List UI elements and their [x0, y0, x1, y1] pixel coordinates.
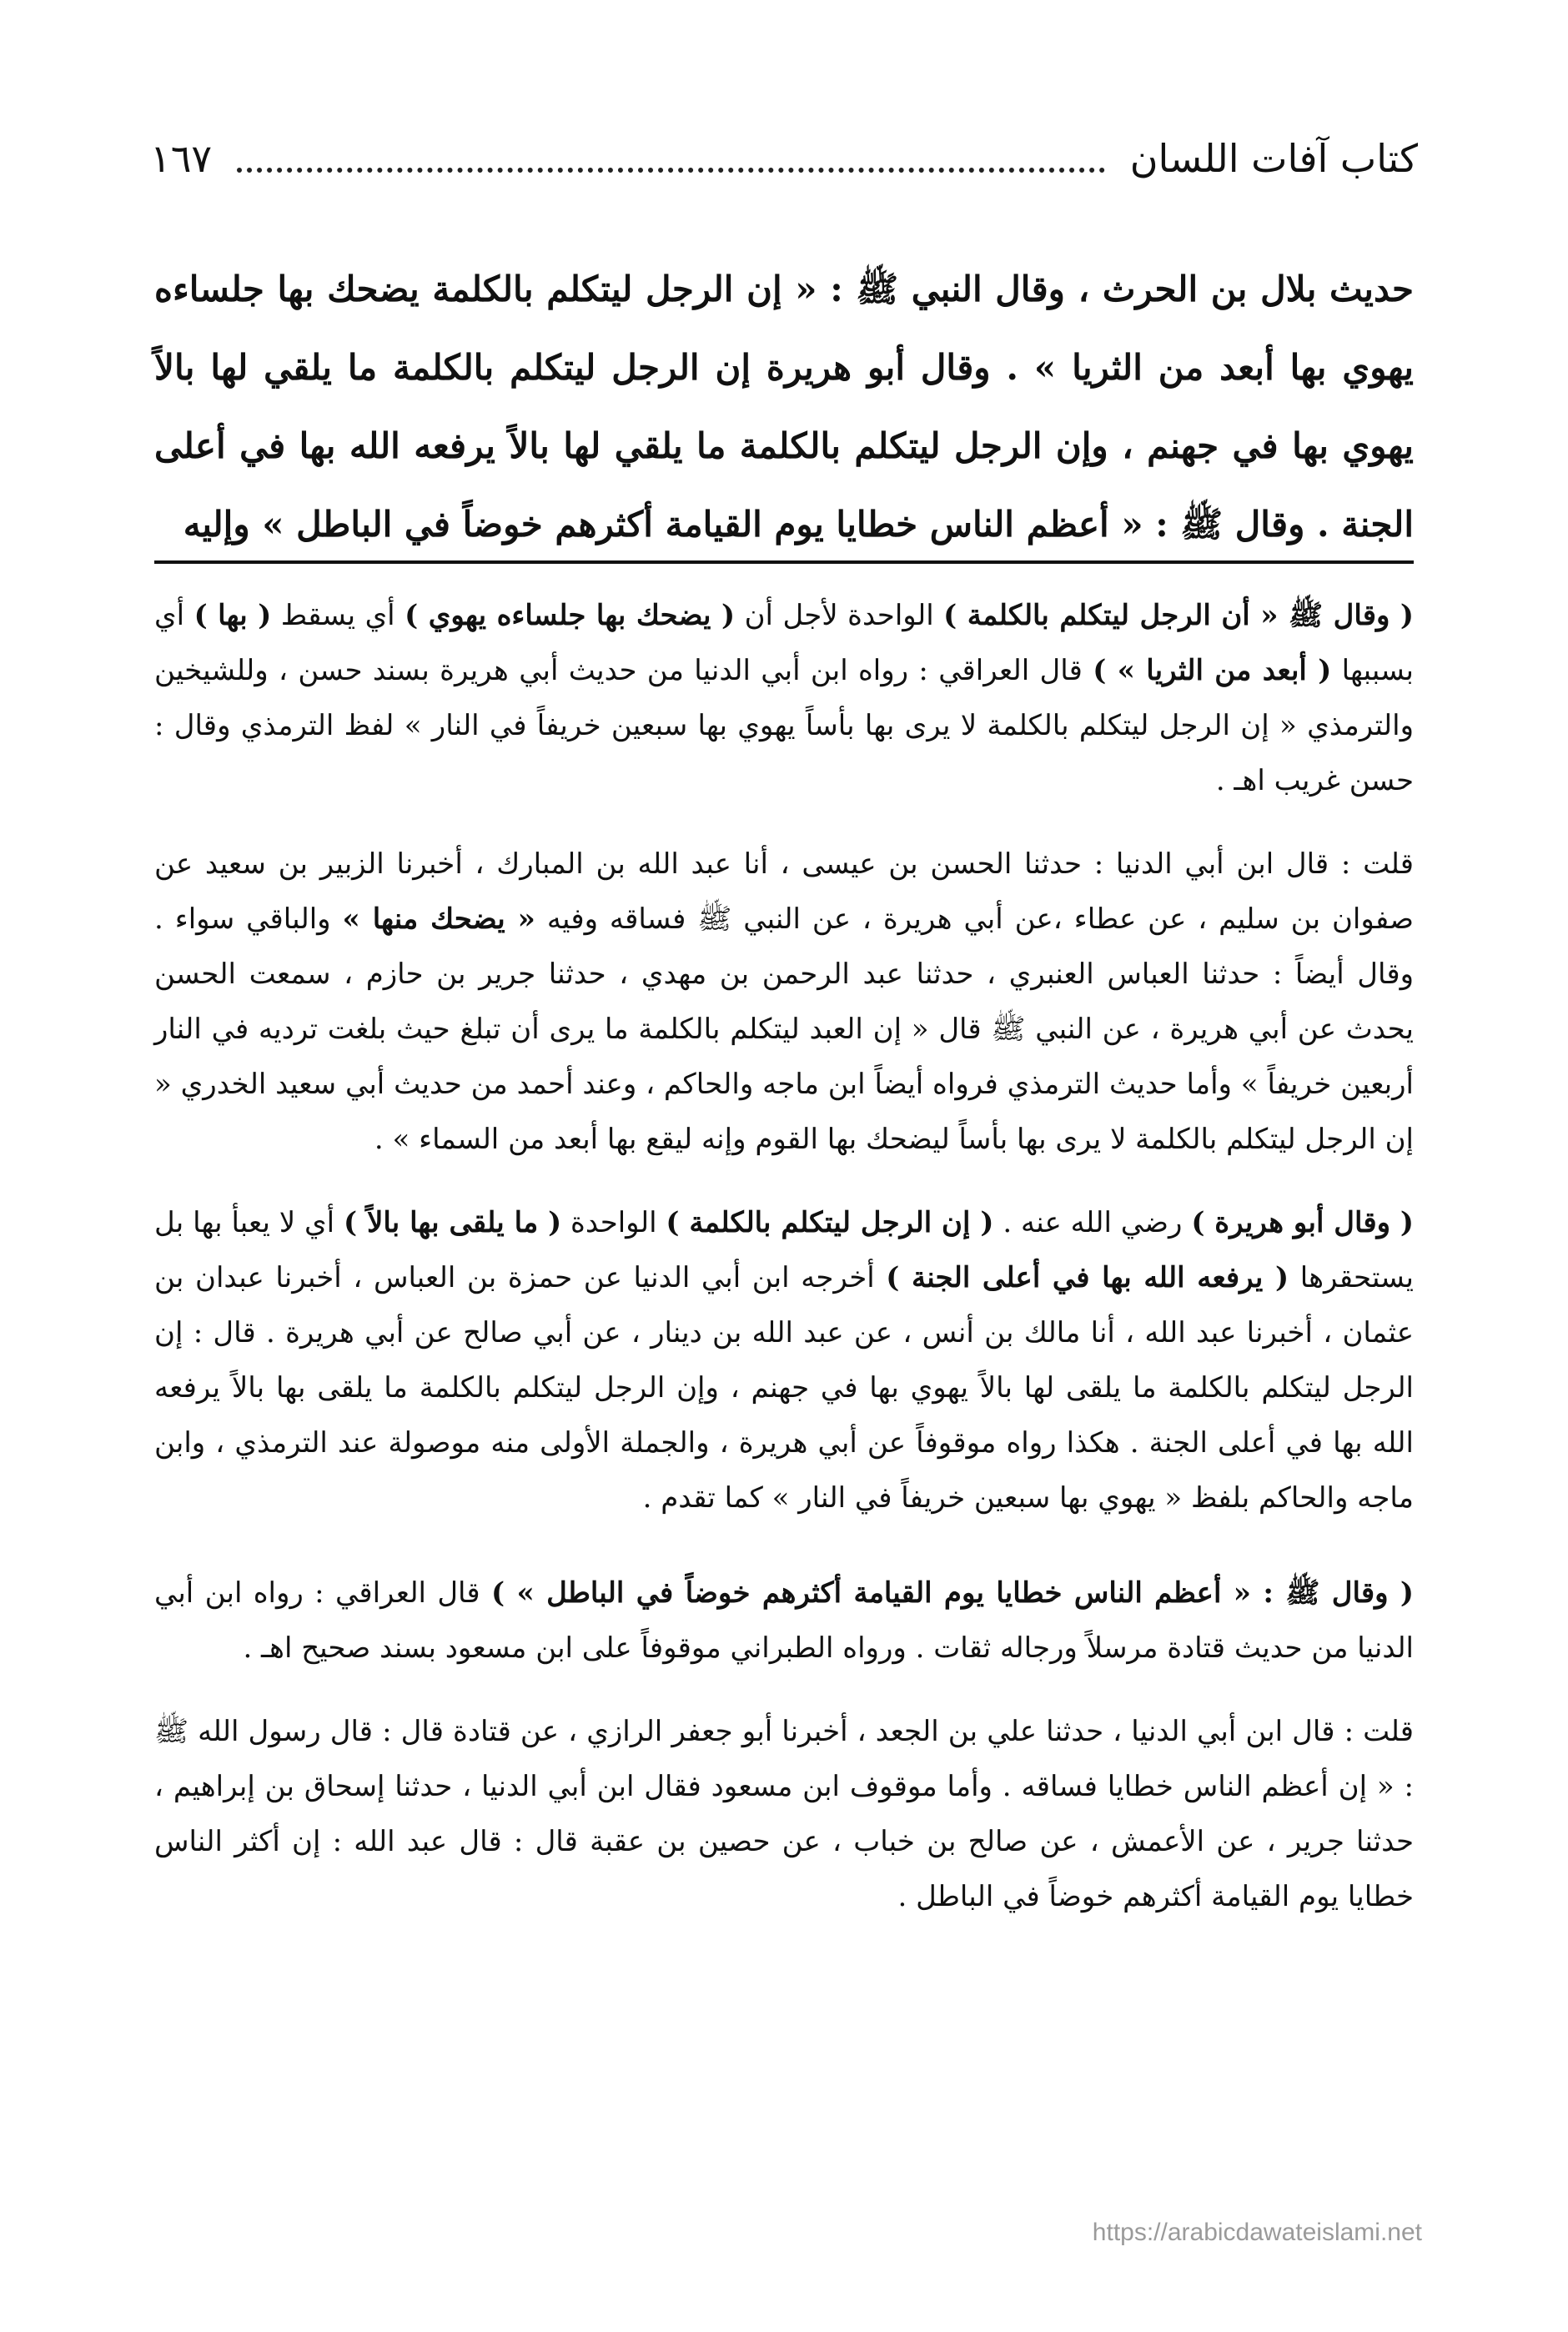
header-leader-dots	[237, 168, 1105, 173]
commentary-text: رضي الله عنه .	[993, 1206, 1192, 1239]
quoted-text: « يضحك منها »	[342, 902, 535, 936]
page-number: ١٦٧	[150, 136, 213, 181]
commentary-text: قال العراقي : رواه ابن أبي الدنيا من حديث أبي هريرة بسند حسن ، وللشيخين والترمذي « إن الرجل ليتكلم بالكلمة لا يرى بها بأساً يهوي بها سبعين خريفاً في النار » لفظ الترمذي وقال : حسن غريب اهـ .	[154, 654, 1414, 797]
main-text-paragraph: حديث بلال بن الحرث ، وقال النبي ﷺ : « إن الرجل ليتكلم بالكلمة يضحك بها جلساءه يهوي بها أبعد من الثريا » . وقال أبو هريرة إن الرجل ليتكلم بالكلمة ما يلقي لها بالاً يهوي بها في جهنم ، وإن الرجل ليتكلم بالكلمة ما يلقي لها بالاً يرفعه الله بها في أعلى الجنة . وقال ﷺ : « أعظم الناس خطايا يوم القيامة أكثرهم خوضاً في الباطل » وإليه	[154, 269, 1414, 545]
quoted-text: ( يرفعه الله بها في أعلى الجنة )	[886, 1261, 1289, 1294]
commentary-text: والباقي سواء . وقال أيضاً : حدثنا العباس العنبري ، حدثنا عبد الرحمن بن مهدي ، حدثنا جرير بن حازم ، سمعت الحسن يحدث عن أبي هريرة ، عن النبي ﷺ قال « إن العبد ليتكلم بالكلمة ما يرى أن تبلغ حيث بلغت ترديه في النار أربعين خريفاً » وأما حديث الترمذي فرواه أيضاً ابن ماجه والحاكم ، وعند أحمد من حديث أبي سعيد الخدري « إن الرجل ليتكلم بالكلمة لا يرى بها بأساً ليضحك بها القوم وإنه ليقع بها أبعد من السماء » .	[154, 902, 1415, 1156]
quoted-text: ( ما يلقى بها بالاً )	[343, 1206, 562, 1239]
commentary-paragraph-2	[154, 837, 1414, 1167]
running-header	[150, 125, 1418, 192]
commentary-text: الواحدة	[561, 1206, 666, 1239]
commentary-text: الواحدة لأجل أن	[735, 599, 944, 632]
commentary-text: أي بسببها	[154, 599, 1414, 687]
main-text	[154, 250, 1414, 564]
quoted-text: ( وقال ﷺ « أن الرجل ليتكلم بالكلمة )	[943, 599, 1415, 632]
commentary-text: قال العراقي : رواه ابن أبي الدنيا من حديث قتادة مرسلاً ورجاله ثقات . ورواه الطبراني موقوفاً على ابن مسعود بسند صحيح اهـ .	[154, 1576, 1414, 1665]
quoted-text: ( يضحك بها جلساءه يهوي )	[405, 599, 736, 632]
book-title: كتاب آفات اللسان	[1129, 136, 1418, 181]
commentary-text: أخرجه ابن أبي الدنيا عن حمزة بن العباس ، أخبرنا عبدان بن عثمان ، أخبرنا عبد الله ، أنا مالك بن أنس ، عن عبد الله بن دينار ، عن أبي صالح عن أبي هريرة . قال : إن الرجل ليتكلم بالكلمة ما يلقى لها بالاً يهوي بها في جهنم ، وإن الرجل ليتكلم بالكلمة ما يلقى بها بالاً يرفعه الله بها في أعلى الجنة . هكذا رواه موقوفاً عن أبي هريرة ، والجملة الأولى منه موصولة عند الترمذي ، وابن ماجه والحاكم بلفظ « يهوي بها سبعين خريفاً في النار » كما تقدم .	[154, 1261, 1414, 1515]
commentary-text: قلت : قال ابن أبي الدنيا : حدثنا الحسن بن عيسى ، أنا عبد الله بن المبارك ، أخبرنا الزبير بن سعيد عن صفوان بن سليم ، عن عطاء ،عن أبي هريرة ، عن النبي ﷺ فساقه وفيه	[154, 847, 1415, 936]
source-watermark: https://arabicdawateislami.net	[1092, 2219, 1422, 2246]
commentary-paragraph-3	[154, 1195, 1414, 1525]
footnote-separator	[154, 560, 1414, 564]
commentary-text: أي لا يعبأ بها بل يستحقرها	[154, 1206, 1415, 1294]
quoted-text: ( أبعد من الثريا » )	[1093, 654, 1332, 687]
commentary-section	[154, 588, 1414, 1953]
commentary-paragraph-5: قلت : قال ابن أبي الدنيا ، حدثنا علي بن الجعد ، أخبرنا أبو جعفر الرازي ، عن قتادة قال : قال رسول الله ﷺ : « إن أعظم الناس خطايا فساقه . وأما موقوف ابن مسعود فقال ابن أبي الدنيا ، حدثنا إسحاق بن إبراهيم ، حدثنا جرير ، عن الأعمش ، عن صالح بن خباب ، عن حصين بن عقبة قال : قال عبد الله : إن أكثر الناس خطايا يوم القيامة أكثرهم خوضاً في الباطل .	[154, 1715, 1414, 1913]
commentary-paragraph-1	[154, 588, 1414, 808]
quoted-text: ( إن الرجل ليتكلم بالكلمة )	[666, 1206, 994, 1239]
quoted-text: ( وقال ﷺ : « أعظم الناس خطايا يوم القيامة أكثرهم خوضاً في الباطل » )	[491, 1576, 1414, 1610]
commentary-text: أي يسقط	[271, 599, 405, 632]
quoted-text: ( بها )	[193, 599, 272, 632]
commentary-paragraph-4	[154, 1566, 1414, 1676]
quoted-text: ( وقال أبو هريرة )	[1191, 1206, 1415, 1239]
